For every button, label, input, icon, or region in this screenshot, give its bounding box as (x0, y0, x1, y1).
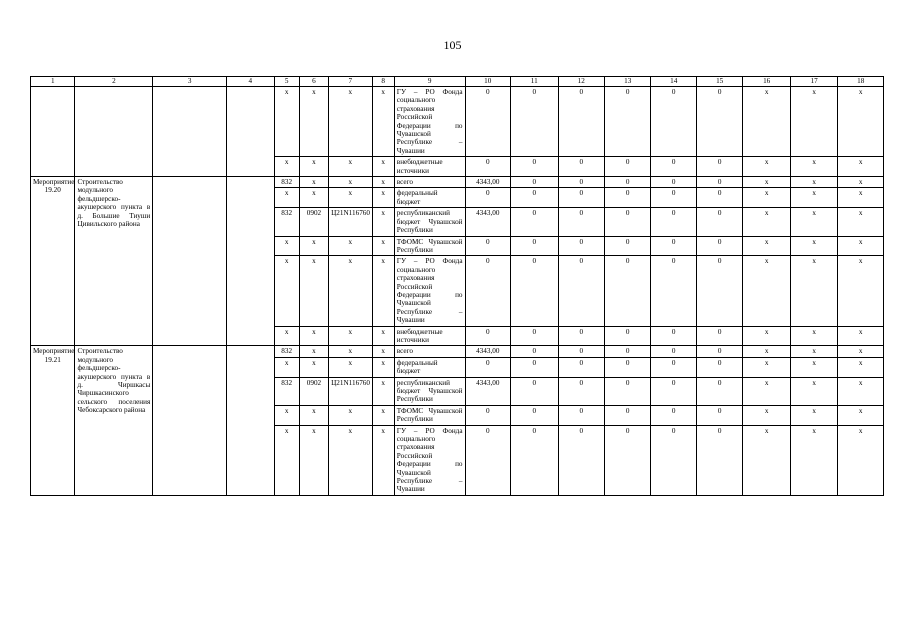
cell-col17: х (790, 236, 838, 256)
cell-col10: 4343,00 (465, 177, 510, 188)
column-number-3: 3 (153, 77, 227, 87)
cell-col14: 0 (651, 357, 696, 377)
column-number-16: 16 (743, 77, 791, 87)
cell-col11: 0 (511, 87, 559, 157)
cell-col15: 0 (696, 188, 742, 208)
cell-col6: х (299, 405, 328, 425)
cell-col11: 0 (511, 377, 559, 405)
cell-col17: х (790, 326, 838, 346)
column-number-4: 4 (227, 77, 275, 87)
cell-col11: 0 (511, 256, 559, 326)
cell-col5: х (274, 87, 299, 157)
cell-col16: х (743, 236, 791, 256)
cell-col18: х (838, 346, 884, 357)
cell-col13: 0 (604, 357, 650, 377)
funding-source: всего (394, 346, 465, 357)
cell-col13: 0 (604, 188, 650, 208)
cell-col10: 0 (465, 425, 510, 495)
cell-col15: 0 (696, 346, 742, 357)
cell-col18: х (838, 405, 884, 425)
cell-col12: 0 (558, 188, 604, 208)
cell-col15: 0 (696, 236, 742, 256)
cell-col7: х (329, 177, 372, 188)
event-col3 (153, 346, 227, 496)
cell-col8: х (372, 256, 394, 326)
continued-col2 (75, 87, 153, 177)
cell-col10: 4343,00 (465, 377, 510, 405)
cell-col12: 0 (558, 236, 604, 256)
cell-col5: х (274, 425, 299, 495)
event-col3 (153, 177, 227, 346)
cell-col7: х (329, 346, 372, 357)
column-number-18: 18 (838, 77, 884, 87)
cell-col5: х (274, 256, 299, 326)
cell-col14: 0 (651, 405, 696, 425)
cell-col7: х (329, 357, 372, 377)
cell-col10: 0 (465, 87, 510, 157)
column-number-9: 9 (394, 77, 465, 87)
cell-col14: 0 (651, 425, 696, 495)
cell-col15: 0 (696, 425, 742, 495)
cell-col15: 0 (696, 357, 742, 377)
cell-col11: 0 (511, 208, 559, 236)
cell-col17: х (790, 346, 838, 357)
cell-col8: х (372, 87, 394, 157)
cell-col17: х (790, 405, 838, 425)
cell-col15: 0 (696, 87, 742, 157)
cell-col7: х (329, 256, 372, 326)
cell-col14: 0 (651, 157, 696, 177)
cell-col10: 0 (465, 236, 510, 256)
cell-col10: 0 (465, 326, 510, 346)
cell-col10: 0 (465, 256, 510, 326)
funding-source: внебюджетные источники (394, 157, 465, 177)
cell-col8: х (372, 177, 394, 188)
cell-col13: 0 (604, 208, 650, 236)
cell-col13: 0 (604, 405, 650, 425)
cell-col8: х (372, 346, 394, 357)
cell-col6: х (299, 256, 328, 326)
continued-col3 (153, 87, 227, 177)
cell-col7: х (329, 236, 372, 256)
cell-col12: 0 (558, 377, 604, 405)
cell-col16: х (743, 425, 791, 495)
column-number-2: 2 (75, 77, 153, 87)
cell-col11: 0 (511, 405, 559, 425)
cell-col16: х (743, 157, 791, 177)
cell-col7: х (329, 188, 372, 208)
cell-col16: х (743, 346, 791, 357)
cell-col7: х (329, 405, 372, 425)
cell-col6: х (299, 188, 328, 208)
cell-col5: х (274, 326, 299, 346)
column-number-7: 7 (329, 77, 372, 87)
cell-col14: 0 (651, 208, 696, 236)
cell-col14: 0 (651, 87, 696, 157)
cell-col11: 0 (511, 236, 559, 256)
funding-source: ГУ – РО Фонда социального страхования Российской Федерации по Чувашской Республике – Чувашии (394, 87, 465, 157)
cell-col13: 0 (604, 177, 650, 188)
cell-col10: 4343,00 (465, 346, 510, 357)
cell-col14: 0 (651, 346, 696, 357)
cell-col11: 0 (511, 188, 559, 208)
column-number-12: 12 (558, 77, 604, 87)
funding-source: ТФОМС Чувашской Республики (394, 405, 465, 425)
funding-source: республиканский бюджет Чувашской Республики (394, 377, 465, 405)
cell-col16: х (743, 188, 791, 208)
continued-col4 (227, 87, 275, 177)
cell-col16: х (743, 177, 791, 188)
column-number-6: 6 (299, 77, 328, 87)
cell-col14: 0 (651, 177, 696, 188)
cell-col14: 0 (651, 188, 696, 208)
cell-col12: 0 (558, 256, 604, 326)
funding-source: федеральный бюджет (394, 357, 465, 377)
cell-col18: х (838, 377, 884, 405)
cell-col11: 0 (511, 157, 559, 177)
cell-col18: х (838, 177, 884, 188)
cell-col13: 0 (604, 87, 650, 157)
column-number-10: 10 (465, 77, 510, 87)
table-header-row (31, 77, 884, 87)
cell-col14: 0 (651, 256, 696, 326)
cell-col6: х (299, 157, 328, 177)
cell-col17: х (790, 188, 838, 208)
cell-col6: х (299, 177, 328, 188)
cell-col18: х (838, 188, 884, 208)
cell-col16: х (743, 357, 791, 377)
cell-col12: 0 (558, 346, 604, 357)
cell-col6: 0902 (299, 377, 328, 405)
event-col4 (227, 346, 275, 496)
funding-source: ГУ – РО Фонда социального страхования Российской Федерации по Чувашской Республике – Чувашии (394, 256, 465, 326)
cell-col6: 0902 (299, 208, 328, 236)
cell-col6: х (299, 346, 328, 357)
cell-col7: х (329, 157, 372, 177)
cell-col15: 0 (696, 157, 742, 177)
column-number-1: 1 (31, 77, 75, 87)
cell-col18: х (838, 256, 884, 326)
table-row (31, 177, 884, 188)
event-label: Мероприятие 19.21 (31, 346, 75, 496)
cell-col17: х (790, 177, 838, 188)
event-name: Строительство модульного фельдшерско-акушерского пункта в д. Чиршкасы Чиршкасинского сельского поселения Чебоксарского района (75, 346, 153, 496)
cell-col7: х (329, 87, 372, 157)
cell-col7: х (329, 425, 372, 495)
cell-col13: 0 (604, 425, 650, 495)
cell-col16: х (743, 256, 791, 326)
cell-col17: х (790, 425, 838, 495)
cell-col8: х (372, 357, 394, 377)
cell-col14: 0 (651, 326, 696, 346)
cell-col11: 0 (511, 326, 559, 346)
cell-col10: 0 (465, 188, 510, 208)
cell-col7: х (329, 326, 372, 346)
cell-col13: 0 (604, 326, 650, 346)
column-number-17: 17 (790, 77, 838, 87)
cell-col15: 0 (696, 377, 742, 405)
funding-source: ГУ – РО Фонда социального страхования Российской Федерации по Чувашской Республике – Чувашии (394, 425, 465, 495)
cell-col7: Ц21N116760 (329, 377, 372, 405)
cell-col8: х (372, 157, 394, 177)
cell-col12: 0 (558, 208, 604, 236)
cell-col12: 0 (558, 87, 604, 157)
cell-col10: 0 (465, 357, 510, 377)
column-number-8: 8 (372, 77, 394, 87)
cell-col10: 0 (465, 405, 510, 425)
cell-col5: х (274, 188, 299, 208)
cell-col12: 0 (558, 357, 604, 377)
cell-col6: х (299, 236, 328, 256)
cell-col6: х (299, 326, 328, 346)
funding-source: федеральный бюджет (394, 188, 465, 208)
cell-col16: х (743, 326, 791, 346)
cell-col10: 0 (465, 157, 510, 177)
cell-col17: х (790, 208, 838, 236)
cell-col8: х (372, 326, 394, 346)
cell-col18: х (838, 208, 884, 236)
cell-col8: х (372, 236, 394, 256)
column-number-11: 11 (511, 77, 559, 87)
cell-col12: 0 (558, 157, 604, 177)
event-label: Мероприятие 19.20 (31, 177, 75, 346)
page-number: 105 (443, 38, 462, 52)
cell-col6: х (299, 425, 328, 495)
cell-col12: 0 (558, 425, 604, 495)
cell-col5: 832 (274, 208, 299, 236)
cell-col15: 0 (696, 256, 742, 326)
continued-col1 (31, 87, 75, 177)
cell-col16: х (743, 405, 791, 425)
cell-col15: 0 (696, 208, 742, 236)
cell-col5: 832 (274, 377, 299, 405)
cell-col12: 0 (558, 405, 604, 425)
table-row (31, 87, 884, 157)
cell-col5: х (274, 405, 299, 425)
cell-col15: 0 (696, 326, 742, 346)
funding-source: всего (394, 177, 465, 188)
cell-col18: х (838, 357, 884, 377)
cell-col18: х (838, 157, 884, 177)
event-col4 (227, 177, 275, 346)
cell-col17: х (790, 357, 838, 377)
cell-col6: х (299, 357, 328, 377)
column-number-14: 14 (651, 77, 696, 87)
cell-col5: 832 (274, 177, 299, 188)
cell-col13: 0 (604, 256, 650, 326)
cell-col10: 4343,00 (465, 208, 510, 236)
cell-col17: х (790, 377, 838, 405)
cell-col8: х (372, 425, 394, 495)
table-row (31, 346, 884, 357)
cell-col13: 0 (604, 157, 650, 177)
cell-col11: 0 (511, 346, 559, 357)
column-number-13: 13 (604, 77, 650, 87)
cell-col18: х (838, 425, 884, 495)
cell-col11: 0 (511, 177, 559, 188)
cell-col15: 0 (696, 405, 742, 425)
cell-col16: х (743, 208, 791, 236)
cell-col6: х (299, 87, 328, 157)
cell-col11: 0 (511, 357, 559, 377)
cell-col11: 0 (511, 425, 559, 495)
cell-col12: 0 (558, 326, 604, 346)
funding-source: внебюджетные источники (394, 326, 465, 346)
cell-col5: х (274, 357, 299, 377)
cell-col16: х (743, 87, 791, 157)
cell-col13: 0 (604, 236, 650, 256)
cell-col5: х (274, 236, 299, 256)
cell-col17: х (790, 157, 838, 177)
cell-col5: х (274, 157, 299, 177)
column-number-15: 15 (696, 77, 742, 87)
cell-col8: х (372, 377, 394, 405)
cell-col7: Ц21N116760 (329, 208, 372, 236)
cell-col12: 0 (558, 177, 604, 188)
cell-col15: 0 (696, 177, 742, 188)
cell-col14: 0 (651, 377, 696, 405)
cell-col8: х (372, 208, 394, 236)
cell-col14: 0 (651, 236, 696, 256)
cell-col17: х (790, 87, 838, 157)
cell-col17: х (790, 256, 838, 326)
cell-col16: х (743, 377, 791, 405)
column-number-5: 5 (274, 77, 299, 87)
event-name: Строительство модульного фельдшерско-акушерского пункта в д. Большие Тиуши Цивильского района (75, 177, 153, 346)
cell-col8: х (372, 188, 394, 208)
cell-col8: х (372, 405, 394, 425)
cell-col5: 832 (274, 346, 299, 357)
cell-col13: 0 (604, 346, 650, 357)
budget-table (30, 76, 884, 496)
cell-col18: х (838, 87, 884, 157)
cell-col18: х (838, 236, 884, 256)
cell-col13: 0 (604, 377, 650, 405)
funding-source: республиканский бюджет Чувашской Республики (394, 208, 465, 236)
funding-source: ТФОМС Чувашской Республики (394, 236, 465, 256)
cell-col18: х (838, 326, 884, 346)
